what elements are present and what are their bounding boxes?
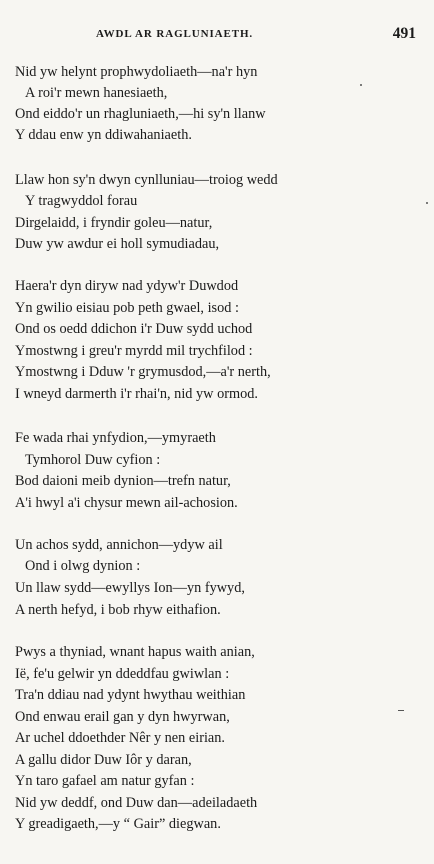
poem-line: Un achos sydd, annichon—ydyw ail [15, 537, 223, 553]
poem-line: Yn taro gafael am natur gyfan : [15, 773, 195, 789]
poem-line: Haera'r dyn diryw nad ydyw'r Duwdod [15, 278, 239, 294]
poem-line: Ond os oedd ddichon i'r Duw sydd uchod [15, 321, 253, 337]
paper-speck [360, 84, 362, 86]
poem-line: I wneyd darmerth i'r rhai'n, nid yw ormod. [15, 386, 258, 402]
running-head [18, 25, 416, 45]
poem-line: Iё, fe'u gelwir yn ddeddfau gwiwlan : [15, 666, 230, 682]
poem-line: Bod daioni meib dynion—trefn natur, [15, 473, 231, 489]
poem-line: Ond enwau erail gan y dyn hwyrwan, [15, 709, 230, 725]
poem-line: Y tragwyddol forau [25, 193, 138, 209]
paper-speck [398, 710, 404, 711]
poem-line: Fe wada rhai ynfydion,—ymyraeth [15, 430, 216, 446]
poem-line: A roi'r mewn hanesiaeth, [25, 85, 168, 101]
poem-line: Nid yw helynt prophwydoliaeth—na'r hyn [15, 64, 258, 80]
poem-line: Ond eiddo'r un rhagluniaeth,—hi sy'n llanw [15, 106, 266, 122]
paper-speck [426, 202, 428, 204]
poem-line: Ond i olwg dynion : [25, 558, 141, 574]
poem-line: Y greadigaeth,—y “ Gair” diegwan. [15, 816, 221, 832]
poem-line: Tra'n ddiau nad ydynt hwythau weithian [15, 687, 246, 703]
poem-line: Yn gwilio eisiau pob peth gwael, isod : [15, 300, 239, 316]
poem-line: Dirgelaidd, i fryndir goleu—natur, [15, 215, 213, 231]
poem-line: Ymostwng i greu'r myrdd mil trychfilod : [15, 343, 253, 359]
poem-line: A gallu didor Duw Iôr y daran, [15, 752, 192, 768]
poem-line: Llaw hon sy'n dwyn cynlluniau—troiog wedd [15, 172, 278, 188]
poem-line: Ar uchel ddoethder Nêr y nen eirian. [15, 730, 225, 746]
poem-line: Nid yw deddf, ond Duw dan—adeiladaeth [15, 795, 258, 811]
poem-line: A nerth hefyd, i bob rhyw eithafion. [15, 602, 221, 618]
page-number: 491 [392, 25, 416, 42]
poem-line: Un llaw sydd—ewyllys Ion—yn fywyd, [15, 580, 245, 596]
poem-line: Y ddau enw yn ddiwahaniaeth. [15, 127, 192, 143]
poem-line: Tymhorol Duw cyfion : [25, 452, 161, 468]
poem-line: Ymostwng i Dduw 'r grymusdod,—a'r nerth, [15, 364, 271, 380]
running-title: AWDL AR RAGLUNIAETH. [96, 28, 254, 40]
poem-line: A'i hwyl a'i chysur mewn ail-achosion. [15, 495, 238, 511]
poem-line: Duw yw awdur ei holl symudiadau, [15, 236, 220, 252]
poem-line: Pwys a thyniad, wnant hapus waith anian, [15, 644, 255, 660]
